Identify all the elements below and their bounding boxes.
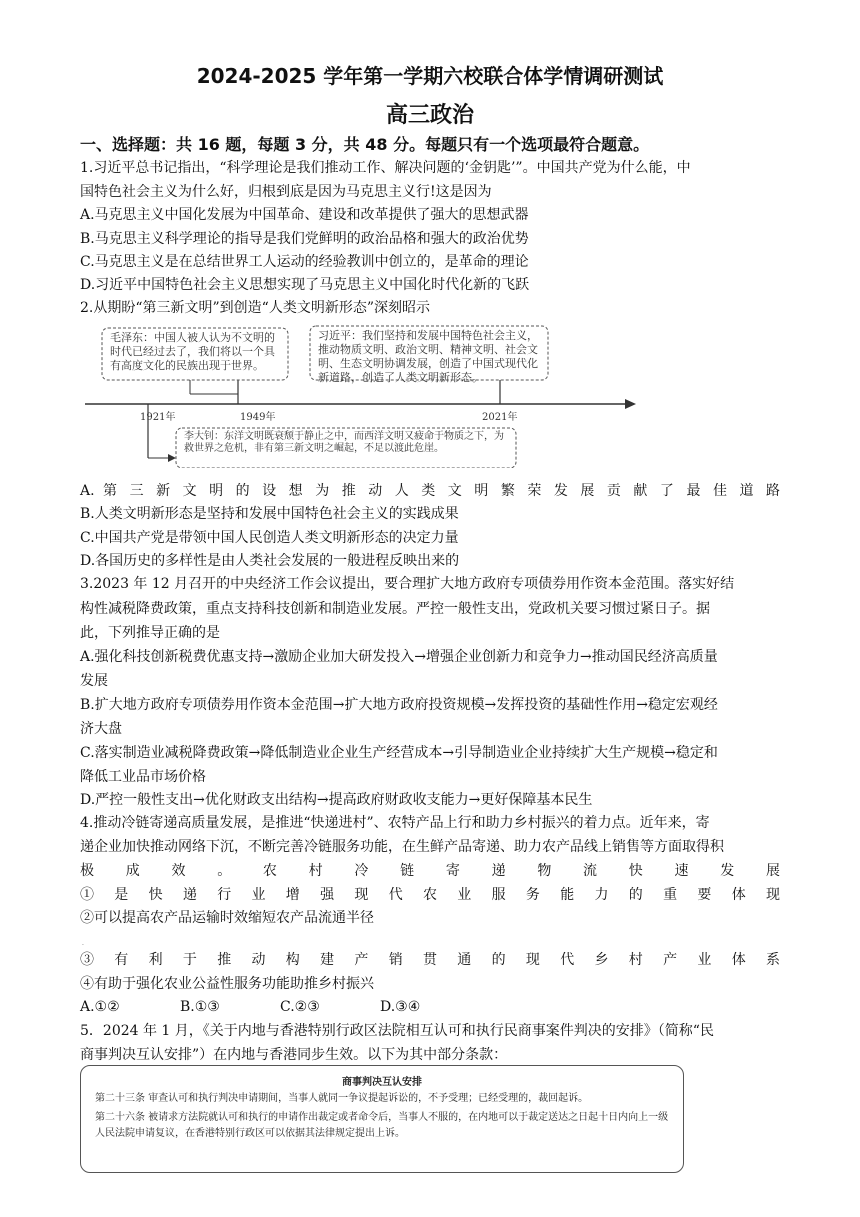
exam-title: 2024-2025 学年第一学期六校联合体学情调研测试	[196, 64, 664, 88]
q5-stem-line1: 5．2024 年 1 月，《关于内地与香港特别行政区法院相互认可和执行民商事案件判决的安排》（简称“民	[80, 1023, 714, 1039]
li-quote: 李大钊：东洋文明既衰颓于静止之中，而西洋文明又疲命于物质之下，为救世界之危机，非有第三新文明之崛起，不足以渡此危崖。	[184, 431, 504, 454]
q1-option-b: B.马克思主义科学理论的指导是我们党鲜明的政治品格和强大的政治优势	[80, 231, 529, 247]
provisions-title: 商事判决互认安排	[342, 1077, 422, 1088]
q3-option-c-line1: C.落实制造业减税降费政策→降低制造业企业生产经营成本→引导制造业企业持续扩大生产规模→稳定和	[80, 745, 718, 761]
q1-stem-line1: 1.习近平总书记指出，“科学理论是我们推动工作、解决问题的‘金钥匙’”。中国共产党为什么能，中	[80, 160, 691, 176]
q3-stem-line3: 此，下列推导正确的是	[80, 625, 220, 641]
article-23: 第二十三条 审查认可和执行判决申请期间，当事人就同一争议提起诉讼的，不予受理；已经受理的，裁回起诉。	[95, 1093, 589, 1104]
xi-quote: 习近平：我们坚持和发展中国特色社会主义，推动物质文明、政治文明、精神文明、社会文明、生态文明协调发展，创造了中国式现代化新道路，创造了人类文明新形态。	[318, 329, 538, 384]
subject-title: 高三政治	[385, 103, 474, 128]
q3-option-a-line2: 发展	[80, 673, 108, 689]
q1-option-a: A.马克思主义中国化发展为中国革命、建设和改革提供了强大的思想武器	[80, 207, 529, 223]
q2-stem: 2.从期盼“第三新文明”到创造“人类文明新形态”深刻昭示	[80, 300, 430, 316]
q4-stem-line2: 递企业加快推动网络下沉，不断完善冷链服务功能，在生鲜产品寄递、助力农产品线上销售等方面取得积	[80, 839, 724, 855]
q4-option-4: ④有助于强化农业公益性服务功能助推乡村振兴	[80, 976, 374, 992]
q4-option-3: ③ 有 利 于 推 动 构 建 产 销 贯 通 的 现 代 乡 村 产 业 体 系	[80, 952, 780, 968]
provisions-box	[80, 1065, 684, 1173]
q1-option-d: D.习近平中国特色社会主义思想实现了马克思主义中国化时代化新的飞跃	[80, 277, 530, 293]
section-heading: 一、选择题：共 16 题，每题 3 分，共 48 分。每题只有一个选项最符合题意。	[80, 135, 650, 154]
q3-option-a-line1: A.强化科技创新税费优惠支持→激励企业加大研发投入→增强企业创新力和竞争力→推动国民经济高质量	[80, 649, 718, 665]
q5-stem-line2: 商事判决互认安排”）在内地与香港同步生效。以下为其中部分条款：	[80, 1047, 508, 1063]
q3-option-d: D.严控一般性支出→优化财政支出结构→提高政府财政收支能力→更好保障基本民生	[80, 792, 593, 808]
q4-choice-d: D.③④	[380, 999, 421, 1015]
mao-quote: 毛泽东：中国人被人认为不文明的时代已经过去了，我们将以一个具有高度文化的民族出现于世界。	[110, 331, 275, 372]
q4-choice-a: A.①②	[80, 999, 120, 1015]
q4-choice-c: C.②③	[280, 999, 320, 1015]
q4-stem-line1: 4.推动冷链寄递高质量发展，是推进“快递进村”、农特产品上行和助力乡村振兴的着力点。近年来，寄	[80, 815, 710, 831]
q4-stem-line3: 极 成 效 。 农 村 冷 链 寄 递 物 流 快 速 发 展	[80, 863, 780, 879]
timeline-figure	[80, 318, 780, 468]
q1-option-c: C.马克思主义是在总结世界工人运动的经验教训中创立的，是革命的理论	[80, 254, 529, 270]
year-1921: 1921年	[140, 412, 176, 423]
q4-option-1: ① 是 快 递 行 业 增 强 现 代 农 业 服 务 能 力 的 重 要 体 现	[80, 887, 780, 903]
q4-choice-b: B.①③	[180, 999, 220, 1015]
q3-option-c-line2: 降低工业品市场价格	[80, 769, 206, 785]
q1-stem-line2: 国特色社会主义为什么好，归根到底是因为马克思主义行!这是因为	[80, 184, 492, 200]
q3-option-b-line2: 济大盘	[80, 721, 122, 737]
q3-option-b-line1: B.扩大地方政府专项债券用作资本金范围→扩大地方政府投资规模→发挥投资的基础性作用→稳定宏观经	[80, 697, 718, 713]
article-26: 第二十六条 被请求方法院就认可和执行的申请作出裁定或者命令后，当事人不服的，在内地可以于裁定送达之日起十日内向上一级人民法院申请复议，在香港特别行政区可以依据其法律规定提出上诉。	[95, 1112, 669, 1139]
q3-stem-line1: 3.2023 年 12 月召开的中央经济工作会议提出，要合理扩大地方政府专项债券用作资本金范围。落实好结	[80, 576, 735, 592]
q4-option-2: ②可以提高农产品运输时效缩短农产品流通半径	[80, 910, 374, 926]
year-1949: 1949年	[240, 412, 276, 423]
year-2021: 2021年	[482, 412, 518, 423]
q4-answer-choices	[80, 997, 780, 1017]
q3-stem-line2: 构性减税降费政策，重点支持科技创新和制造业发展。严控一般性支出，党政机关要习惯过紧日子。据	[80, 601, 710, 617]
q2-option-b: B.人类文明新形态是坚持和发展中国特色社会主义的实践成果	[80, 506, 459, 522]
q2-option-c: C.中国共产党是带领中国人民创造人类文明新形态的决定力量	[80, 530, 459, 546]
stray-dot: .	[82, 940, 84, 947]
q2-option-d: D.各国历史的多样性是由人类社会发展的一般进程反映出来的	[80, 553, 460, 569]
q2-option-a: A. 第 三 新 文 明 的 设 想 为 推 动 人 类 文 明 繁 荣 发 展 贡 献 了 最 佳 道 路	[80, 483, 780, 499]
